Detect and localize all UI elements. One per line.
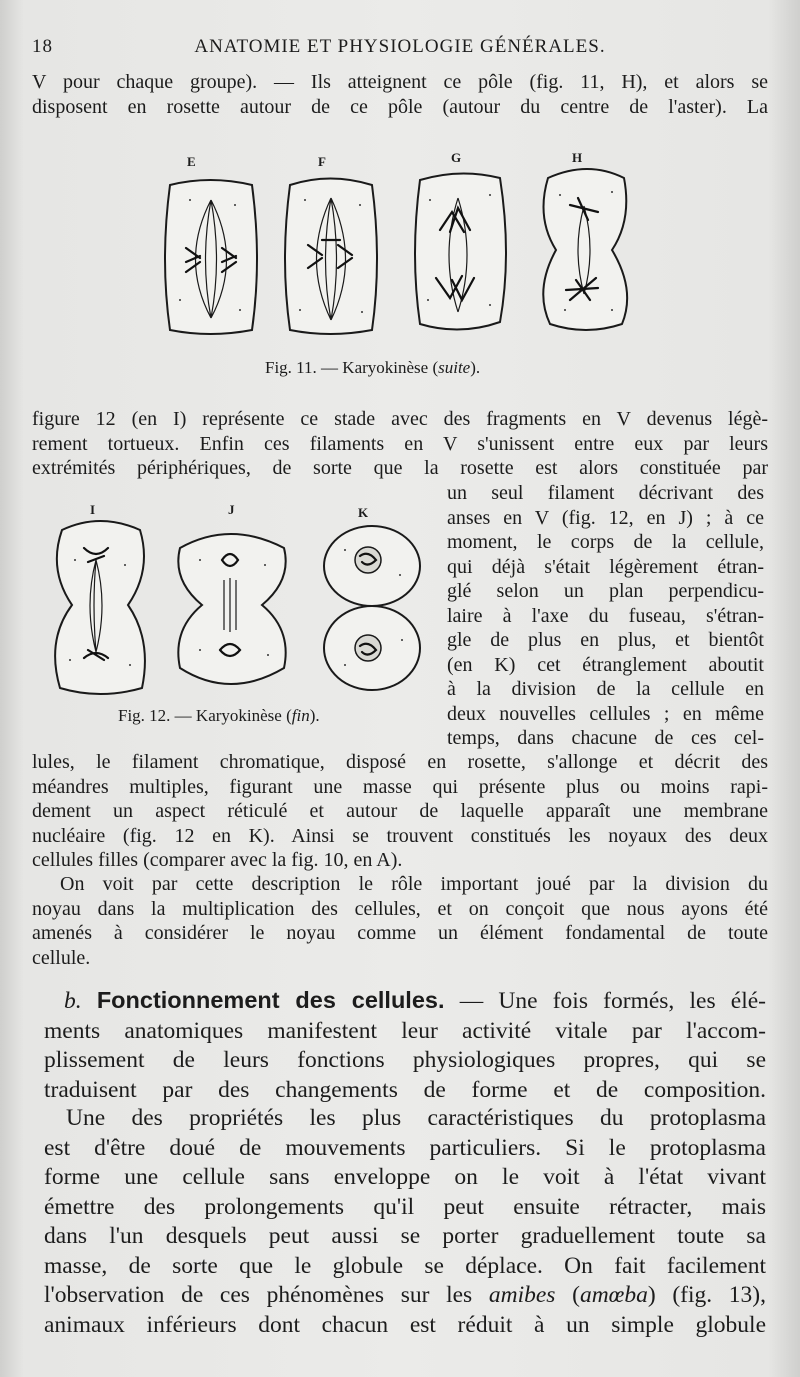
- text-line: dans l'un desquels peut aussi se porter graduellement toute sa: [44, 1223, 766, 1249]
- text-line: On voit par cette description le rôle important joué par la division du: [60, 873, 768, 895]
- text-line: moment, le corps de la cellule,: [447, 531, 764, 553]
- running-title: ANATOMIE ET PHYSIOLOGIE GÉNÉRALES.: [194, 36, 606, 57]
- text-fragment: ) (fig. 13),: [647, 1282, 766, 1308]
- text-line: cellules filles (comparer avec la fig. 10, en A).: [32, 849, 403, 871]
- paragraph-1-side: [447, 481, 764, 751]
- text-line: dement un aspect réticulé et autour de laquelle apparaît une membrane: [32, 800, 768, 822]
- text-line: anses en V (fig. 12, en J) ; à ce: [447, 506, 764, 529]
- text-line: rement tortueux. Enfin ces filaments en V s'unissent entre eux par leurs: [32, 432, 768, 455]
- text-fragment: (: [555, 1282, 580, 1308]
- italic-amoeba: amœba: [579, 1282, 648, 1308]
- text-line: gle de plus en plus, et bientôt: [447, 629, 764, 651]
- text-line: deux nouvelles cellules ; en même: [447, 702, 764, 725]
- text-line: traduisent par des changements de forme et de composition.: [44, 1076, 766, 1103]
- text-line: nucléaire (fig. 12 en K). Ainsi se trouvent constitués les noyaux des deux: [32, 824, 768, 847]
- figure-label-f: F: [318, 154, 326, 169]
- text-line: ments anatomiques manifestent leur activité vitale par l'accom-: [44, 1017, 766, 1044]
- text-line: V pour chaque groupe). — Ils atteignent ce pôle (fig. 11, H), et alors se: [32, 71, 768, 93]
- text-line: figure 12 (en I) représente ce stade avec des fragments en V devenus légè-: [32, 408, 768, 430]
- text-line: laire à l'axe du fuseau, s'étran-: [447, 604, 764, 627]
- paragraph-1-continued: [32, 750, 768, 873]
- text-line: noyau dans la multiplication des cellules, et on conçoit que nous ayons été: [32, 897, 768, 920]
- section-heading: Fonctionnement des cellules.: [96, 987, 445, 1013]
- text-line: cellule.: [32, 946, 91, 969]
- section-letter: b.: [64, 988, 82, 1014]
- text-fragment: l'observation de ces phénomènes sur les: [44, 1282, 489, 1308]
- figure-label-j: J: [228, 502, 235, 517]
- text-line: amenés à considérer le noyau comme un élément fondamental de toute: [32, 922, 768, 944]
- text-line: forme une cellule sans enveloppe on le voit à l'état vivant: [44, 1164, 766, 1190]
- figure-label-i: I: [90, 502, 96, 517]
- figure-12-caption: [118, 706, 320, 726]
- text-line: lules, le filament chromatique, disposé en rosette, s'allonge et décrit des: [32, 751, 768, 773]
- text-line: méandres multiples, figurant une masse qui présente plus ou moins rapi-: [32, 775, 768, 798]
- text-line: Une des propriétés les plus caractéristiques du protoplasma: [66, 1105, 766, 1131]
- text-line: à la division de la cellule en: [447, 678, 764, 700]
- italic-amibes: amibes: [488, 1282, 556, 1308]
- figure-label-g: G: [451, 150, 462, 165]
- caption-text: Fig. 11. — Karyokinèse (: [265, 358, 439, 377]
- caption-italic: fin: [291, 706, 310, 725]
- paragraph-2: [32, 872, 768, 970]
- text-line: glé selon un plan perpendicu-: [447, 580, 764, 602]
- figure-label-k: K: [358, 505, 369, 520]
- cell-j-illustration: [178, 534, 285, 684]
- section-b: [44, 986, 766, 1105]
- text-line: animaux inférieurs dont chacun est réduit à un simple globule: [44, 1311, 766, 1338]
- caption-suffix: ).: [309, 706, 320, 725]
- figure-label-h: H: [572, 150, 583, 165]
- text-line-amibes: [44, 1281, 766, 1311]
- cell-k-illustration: [324, 526, 420, 690]
- caption-suffix: ).: [470, 358, 481, 377]
- paragraph-3: [44, 1104, 766, 1340]
- section-heading-line: [44, 986, 766, 1017]
- text-line: disposent en rosette autour de ce pôle (autour du centre de l'aster). La: [32, 95, 768, 118]
- text-line: temps, dans chacune de ces cel-: [447, 727, 764, 749]
- text-line: un seul filament décrivant des: [447, 482, 764, 504]
- text-line: extrémités périphériques, de sorte que la rosette est alors constituée par: [32, 457, 768, 479]
- cell-i-illustration: [55, 521, 145, 694]
- text-line: masse, de sorte que le globule se déplace. On fait facilement: [44, 1252, 766, 1279]
- text-line: émettre des prolongements qu'il peut ensuite rétracter, mais: [44, 1193, 766, 1220]
- text-line: (en K) cet étranglement aboutit: [447, 653, 764, 676]
- section-heading-rest: — Une fois formés, les élé-: [444, 988, 766, 1014]
- text-line: est d'être doué de mouvements particuliers. Si le protoplasma: [44, 1134, 766, 1161]
- figure-label-e: E: [187, 154, 196, 169]
- page-number: 18: [32, 36, 53, 57]
- text-line: qui déjà s'était légèrement étran-: [447, 555, 764, 578]
- text-line: plissement de leurs fonctions physiologiques propres, qui se: [44, 1047, 766, 1073]
- caption-text: Fig. 12. — Karyokinèse (: [118, 706, 292, 725]
- caption-italic: suite: [438, 358, 471, 377]
